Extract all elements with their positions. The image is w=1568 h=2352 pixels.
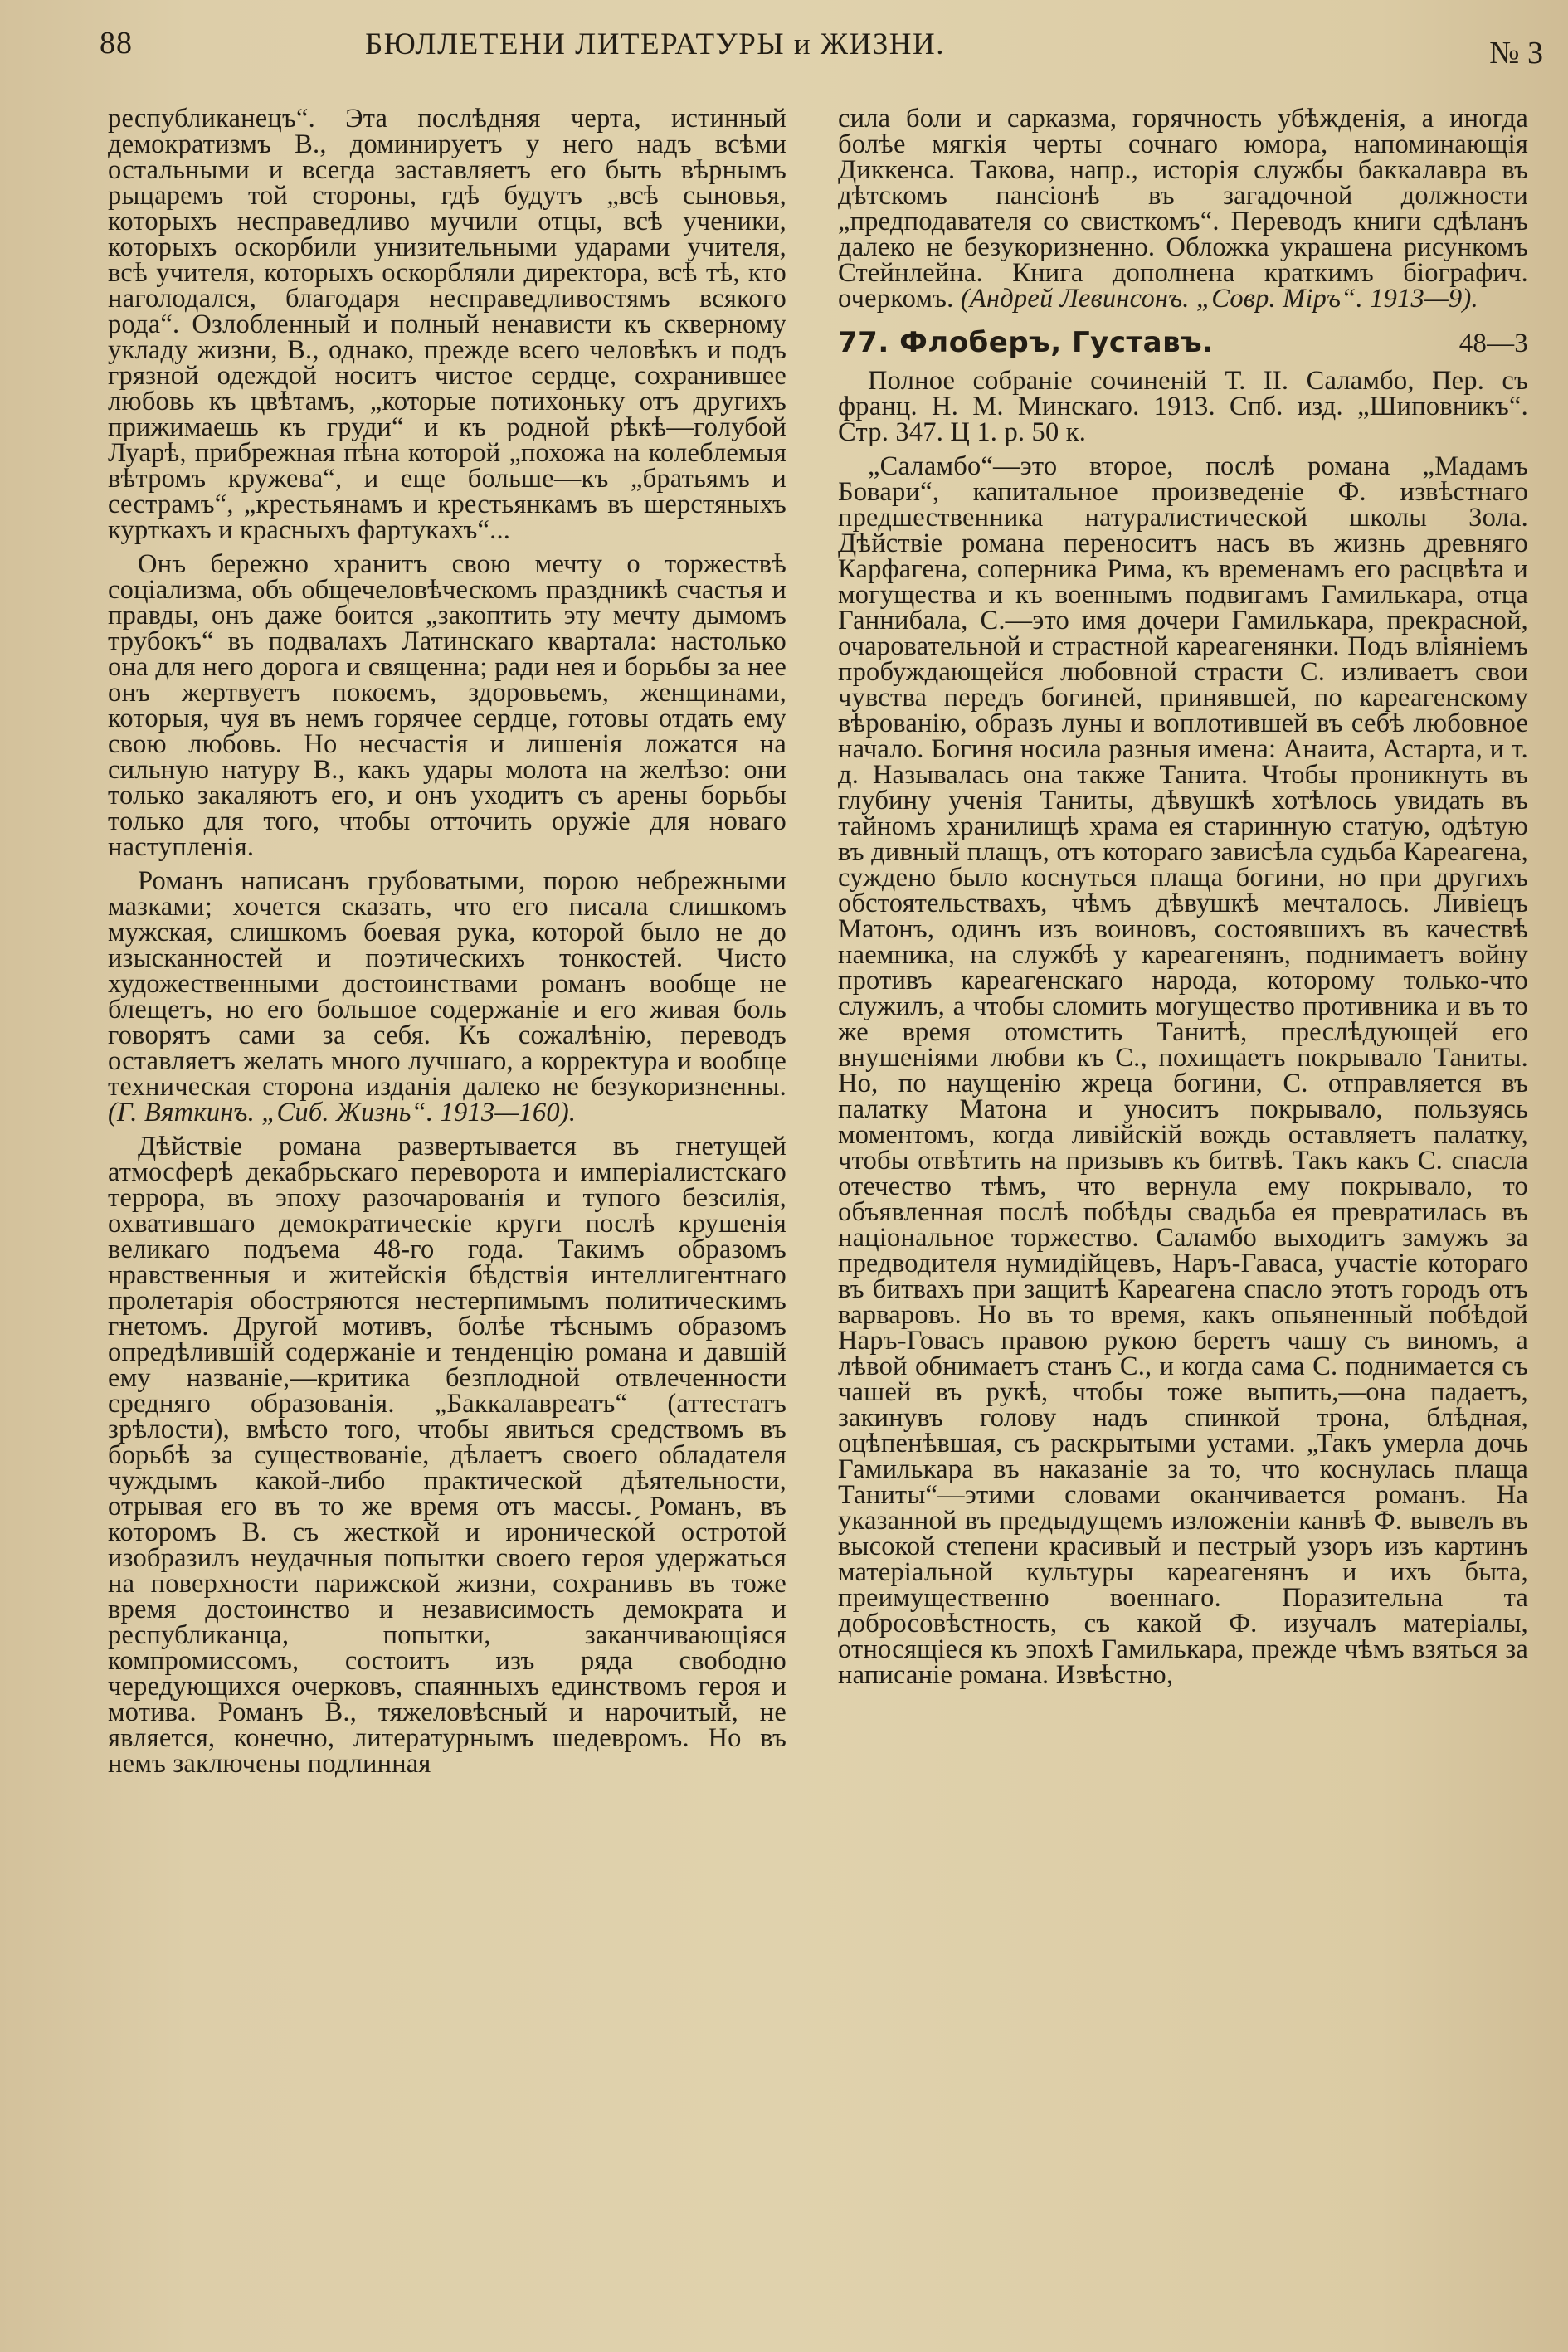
- review-source: (Андрей Левинсонъ. „Совр. Міръ“. 1913—9).: [960, 284, 1478, 314]
- paragraph: Онъ бережно хранитъ свою мечту о торжествѣ соціализма, объ общечеловѣческомъ праздникѣ счастья и правды, онъ даже боится „закоптить эту мечту дымомъ трубокъ“ въ подвалахъ Латинскаго квартала: настолько она для него дорога и священна; ради нея и борьбы за нее онъ жертвуетъ покоемъ, здоровьемъ, женщинами, которыя, чуя въ немъ горячее сердце, готовы отдать ему свою любовь. Но несчастія и лишенія ложатся на сильную натуру В., какъ удары молота на желѣзо: они только закаляютъ его, и онъ уходитъ съ арены борьбы только для того, чтобы отточить оружіе для новаго наступленія.: [108, 549, 786, 862]
- paragraph: „Саламбо“—это второе, послѣ романа „Мадамъ Бовари“, капитальное произведеніе Ф. извѣстнаго предшественника натуралистической школы Зола. Дѣйствіе романа переноситъ насъ въ жизнь древняго Карфагена, соперника Рима, къ временамъ его расцвѣта и могущества и къ военнымъ подвигамъ Гамилькара, отца Ганнибала, С.—это имя дочери Гамилькара, прекрасной, очаровательной и страстной кареагенянки. Подъ вліяніемъ пробуждающейся любовной страсти С. изливаетъ свои чувства передъ богиней, принявшей, по кареагенскому вѣрованію, образъ луны и воплотившей въ себѣ любовное начало. Богиня носила разныя имена: Анаита, Астарта, и т. д. Называлась она также Танита. Чтобы проникнуть въ глубину ученія Таниты, дѣвушкѣ хотѣлось увидать въ тайномъ хранилищѣ храма ея старинную статую, одѣтую въ дивный плащъ, отъ котораго зависѣла судьба Кареагена, суждено было коснуться плаща богини, но при другихъ обстоятельствахъ, чѣмъ дѣвушкѣ мечталось. Ливіецъ Матонъ, одинъ изъ воиновъ, состоявшихъ въ качествѣ наемника, на службѣ у кареагенянъ, поднимаетъ войну противъ кареагенскаго народа, которому только-что служилъ, а чтобы сломить могущество противника и въ то же время отомстить Танитѣ, преслѣдующей его внушеніями любви къ С., похищаетъ покрывало Таниты. Но, по наущенію жреца богини, С. отправляется въ палатку Матона и уноситъ покрывало, пользуясь моментомъ, когда ливійскій вождь оставляетъ палатку, чтобы отвѣтить на призывъ къ битвѣ. Такъ какъ С. спасла отечество тѣмъ, что вернула ему покрывало, то объявленная послѣ побѣды свадьба ея превратилась въ національное торжество. Саламбо выходитъ замужъ за предводителя нумидійцевъ, Наръ-Гаваса, участіе котораго въ битвахъ при защитѣ Кареагена спасло этотъ городъ отъ варваровъ. Но въ то время, какъ опьяненный побѣдой Наръ-Говасъ правою рукою беретъ чашу съ виномъ, а лѣвой обнимаетъ станъ С., и когда сама С. поднимается съ чашей въ рукѣ, чтобы тоже выпить,—она падаетъ, закинувъ голову надъ спинкой трона, блѣдная, оцѣпенѣвшая, съ раскрытыми устами. „Такъ умерла дочь Гамилькара въ наказаніе за то, что коснулась плаща Таниты“—этими словами оканчивается романъ. На указанной въ предыдущемъ изложеніи канвѣ Ф. вывелъ въ высокой степени красивый и пестрый узоръ изъ картинъ матеріальной культуры кареагенянъ и ихъ быта, преимущественно военнаго. Поразительна та добросовѣстность, съ какой Ф. изучалъ матеріалы, относящіеся къ эпохѣ Гамилькара, прежде чѣмъ взяться за написаніе романа. Извѣстно,: [838, 451, 1528, 1690]
- right-column: [838, 106, 1528, 1697]
- issue-number: № 3: [1489, 36, 1543, 71]
- review-paragraph: [838, 106, 1528, 312]
- paragraph-text: сила боли и сарказма, горячность убѣжденія, а иногда болѣе мягкія черты сочнаго юмора, напоминающія Диккенса. Такова, напр., исторія службы баккалавра въ дѣтскомъ пансіонѣ въ загадочной должности „предподавателя со свисткомъ“. Переводъ книги сдѣланъ далеко не безукоризненно. Обложка украшена рисункомъ Стейнлейна. Книга дополнена краткимъ біографич. очеркомъ.: [838, 104, 1528, 314]
- paragraph: Дѣйствіе романа развертывается въ гнетущей атмосферѣ декабрьскаго переворота и имперіалистскаго террора, въ эпоху разочарованія и тупого безсилія, охватившаго демократическіе круги послѣ крушенія великаго подъема 48-го года. Такимъ образомъ нравственныя и житейскія бѣдствія интеллигентнаго пролетарія обостряются нестерпимымъ политическимъ гнетомъ. Другой мотивъ, болѣе тѣснымъ образомъ опредѣлившій содержаніе и тенденцію романа и давшій ему названіе,—критика безплодной отвлеченности средняго образованія. „Баккалавреатъ“ (аттестатъ зрѣлости), вмѣсто того, чтобы явиться средствомъ въ борьбѣ за существованіе, дѣлаетъ своего обладателя чуждымъ какой-либо практической дѣятельности, отрывая его въ то же время отъ массы. Романъ, въ которомъ В. съ жесткой и ироническо́й остротой изобразилъ неудачныя попытки своего героя удержаться на поверхности парижской жизни, сохранивъ въ тоже время достоинство и независимость демократа и республиканца, попытки, заканчивающіяся компромиссомъ, состоитъ изъ ряда свободно чередующихся очерковъ, спаянныхъ единствомъ героя и мотива. Романъ В., тяжеловѣсный и нарочитый, не является, конечно, литературнымъ шедевромъ. Но въ немъ заключены подлинная: [108, 1132, 786, 1779]
- review-source: (Г. Вяткинъ. „Сиб. Жизнь“. 1913—160).: [108, 1098, 577, 1127]
- paragraph: республиканецъ“. Эта послѣдняя черта, истинный демократизмъ В., доминируетъ у него надъ всѣми остальными и всегда заставляетъ его быть вѣрнымъ рыцаремъ той стороны, гдѣ будутъ „всѣ сыновья, которыхъ несправедливо мучили отцы, всѣ ученики, которыхъ оскорбили унизительными ударами учителя, всѣ учителя, которыхъ оскорбляли директора, всѣ тѣ, кто наголодался, благодаря несправедливостямъ всякого рода“. Озлобленный и полный ненависти къ скверному укладу жизни, В., однако, прежде всего человѣкъ и подъ грязной одеждой носитъ чистое сердце, сохранившее любовь къ цвѣтамъ, „которые потихоньку отъ другихъ прижимаешь къ груди“ и къ родной рѣкѣ—голубой Луарѣ, прибрежная пѣна которой „похожа на колеблемыя вѣтромъ кружева“, и еще больше—къ „братьямъ и сестрамъ“, „крестьянамъ и крестьянкамъ въ шерстяныхъ курткахъ и красныхъ фартукахъ“...: [108, 104, 786, 545]
- entry-code: 48—3: [1458, 329, 1528, 358]
- review-paragraph: [108, 866, 786, 1127]
- running-title: БЮЛЛЕТЕНИ ЛИТЕРАТУРЫ и ЖИЗНИ.: [365, 27, 945, 61]
- page-number: 88: [100, 26, 133, 61]
- left-column: [108, 106, 786, 1785]
- page-header: [100, 18, 1543, 71]
- entry-title: 77. Флоберъ, Густавъ.: [838, 326, 1214, 359]
- bibliographic-description: Полное собраніе сочиненій Т. II. Саламбо, Пер. съ франц. Н. М. Минскаго. 1913. Спб. изд. „Шиповникъ“. Стр. 347. Ц 1. р. 50 к.: [838, 366, 1528, 447]
- paragraph-text: Романъ написанъ грубоватыми, порою небрежными мазками; хочется сказать, что его писала слишкомъ мужская, слишкомъ боевая рука, которой было не до изысканностей и поэтическихъ тонкостей. Чисто художественными достоинствами романъ вообще не блещетъ, но его большое содержаніе и его живая боль говорятъ сами за себя. Къ сожалѣнію, переводъ оставляетъ желать много лучшаго, а корректура и вообще техническая сторона изданія далеко не безукоризненны.: [108, 866, 786, 1102]
- entry-heading: [838, 326, 1528, 359]
